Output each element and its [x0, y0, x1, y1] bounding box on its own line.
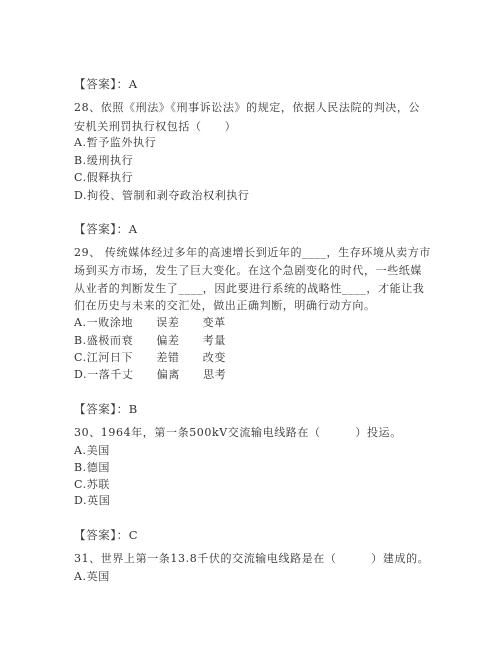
- question-29-option-c: C.江河日下 差错 改变: [74, 351, 226, 364]
- question-29-stem-line-4: 们在历史与未来的交汇处，做出正确判断，明确行动方向。: [74, 299, 376, 312]
- question-28-option-c: C.假释执行: [74, 171, 134, 184]
- question-28-stem-line-1: 28、依照《刑法》《刑事诉讼法》的规定，依据人民法院的判决，公: [74, 101, 421, 114]
- answer-label: 【答案】：A: [74, 222, 138, 236]
- question-29-stem-line-2: 场到买方市场，发生了巨大变化。在这个急剧变化的时代，一些纸媒: [74, 264, 422, 277]
- question-28-stem-line-2: 安机关刑罚执行权包括（ ）: [74, 120, 237, 133]
- question-31-stem-line-1: 31、世界上第一条13.8千伏的交流输电线路是在（ ）建成的。: [74, 552, 430, 565]
- question-28-option-b: B.缓刑执行: [74, 154, 134, 167]
- question-31-option-a: A.英国: [74, 570, 110, 583]
- question-30-option-d: D.英国: [74, 494, 111, 507]
- question-30-option-a: A.美国: [74, 444, 110, 457]
- question-29-stem-line-3: 从业者的判断发生了____，因此要进行系统的战略性____，才能让我: [74, 282, 425, 295]
- answer-label: 【答案】：A: [74, 77, 138, 91]
- question-30-option-b: B.德国: [74, 461, 110, 474]
- question-30-option-c: C.苏联: [74, 478, 110, 491]
- question-29-option-b: B.盛极而衰 偏差 考量: [74, 334, 226, 347]
- answer-label: 【答案】：C: [74, 528, 139, 542]
- question-29-option-a: A.一败涂地 误差 变革: [74, 316, 226, 329]
- question-29-stem-line-1: 29、 传统媒体经过多年的高速增长到近年的____，生存环境从卖方市: [74, 246, 431, 259]
- question-28-option-d: D.拘役、管制和剥夺政治权利执行: [74, 189, 250, 202]
- question-29-option-d: D.一落千丈 偏离 思考: [74, 368, 227, 381]
- question-28-option-a: A.暂予监外执行: [74, 136, 157, 149]
- answer-label: 【答案】：B: [74, 402, 138, 416]
- question-30-stem-line-1: 30、1964年，第一条500kV交流输电线路在（ ）投运。: [74, 426, 402, 439]
